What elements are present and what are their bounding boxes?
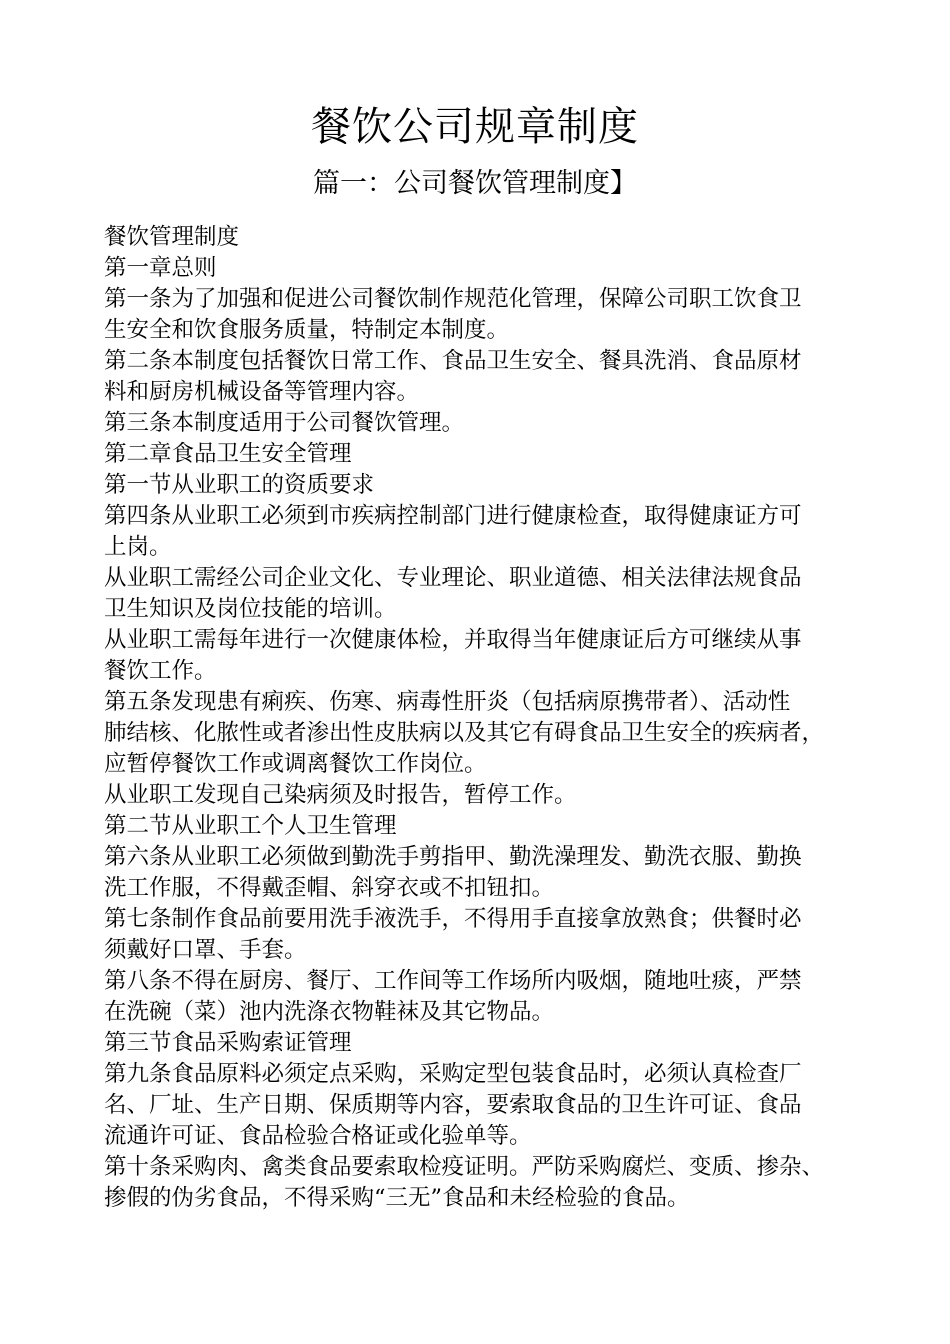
text-line: 第一条为了加强和促进公司餐饮制作规范化管理，保障公司职工饮食卫	[104, 286, 802, 312]
text-line: 第一节从业职工的资质要求	[104, 472, 375, 498]
text-line: 餐饮工作。	[104, 658, 217, 684]
text-line: 生安全和饮食服务质量，特制定本制度。	[104, 317, 510, 343]
text-line: 第二节从业职工个人卫生管理	[104, 813, 397, 839]
text-line: 第一章总则	[104, 255, 217, 281]
text-line: 第七条制作食品前要用洗手液洗手，不得用手直接拿放熟食；供餐时必	[104, 906, 802, 932]
text-line: 肺结核、化脓性或者渗出性皮肤病以及其它有碍食品卫生安全的疾病者，	[104, 720, 825, 746]
text-line: 洗工作服，不得戴歪帽、斜穿衣或不扣钮扣。	[104, 875, 555, 901]
text-line: 名、厂址、生产日期、保质期等内容，要索取食品的卫生许可证、食品	[104, 1092, 802, 1118]
text-line: 流通许可证、食品检验合格证或化验单等。	[104, 1123, 532, 1149]
text-line: 应暂停餐饮工作或调离餐饮工作岗位。	[104, 751, 487, 777]
text-line: 在洗碗（菜）池内洗涤衣物鞋袜及其它物品。	[104, 999, 555, 1025]
text-line: 第二条本制度包括餐饮日常工作、食品卫生安全、餐具洗消、食品原材	[104, 348, 802, 374]
text-line: 须戴好口罩、手套。	[104, 937, 307, 963]
text-line: 第三条本制度适用于公司餐饮管理。	[104, 410, 465, 436]
text-line: 掺假的伪劣食品，不得采购“三无”食品和未经检验的食品。	[104, 1185, 690, 1211]
text-line: 第二章食品卫生安全管理	[104, 441, 352, 467]
text-line: 第九条食品原料必须定点采购，采购定型包装食品时，必须认真检查厂	[104, 1061, 802, 1087]
text-line: 从业职工需每年进行一次健康体检，并取得当年健康证后方可继续从事	[104, 627, 802, 653]
text-line: 从业职工需经公司企业文化、专业理论、职业道德、相关法律法规食品	[104, 565, 802, 591]
text-line: 卫生知识及岗位技能的培训。	[104, 596, 397, 622]
text-line: 第八条不得在厨房、餐厅、工作间等工作场所内吸烟，随地吐痰，严禁	[104, 968, 802, 994]
document-subtitle: 篇一：公司餐饮管理制度】	[313, 168, 637, 199]
document-title: 餐饮公司规章制度	[311, 104, 639, 150]
text-line: 第四条从业职工必须到市疾病控制部门进行健康检查，取得健康证方可	[104, 503, 802, 529]
text-line: 第五条发现患有痢疾、伤寒、病毒性肝炎（包括病原携带者）、活动性	[104, 689, 791, 715]
text-line: 第六条从业职工必须做到勤洗手剪指甲、勤洗澡理发、勤洗衣服、勤换	[104, 844, 802, 870]
text-line: 料和厨房机械设备等管理内容。	[104, 379, 420, 405]
text-line: 从业职工发现自己染病须及时报告，暂停工作。	[104, 782, 577, 808]
text-line: 餐饮管理制度	[104, 224, 240, 250]
document-body	[104, 222, 850, 1214]
text-line: 上岗。	[104, 534, 172, 560]
text-line: 第三节食品采购索证管理	[104, 1030, 352, 1056]
text-line: 第十条采购肉、禽类食品要索取检疫证明。严防采购腐烂、变质、掺杂、	[104, 1154, 825, 1180]
